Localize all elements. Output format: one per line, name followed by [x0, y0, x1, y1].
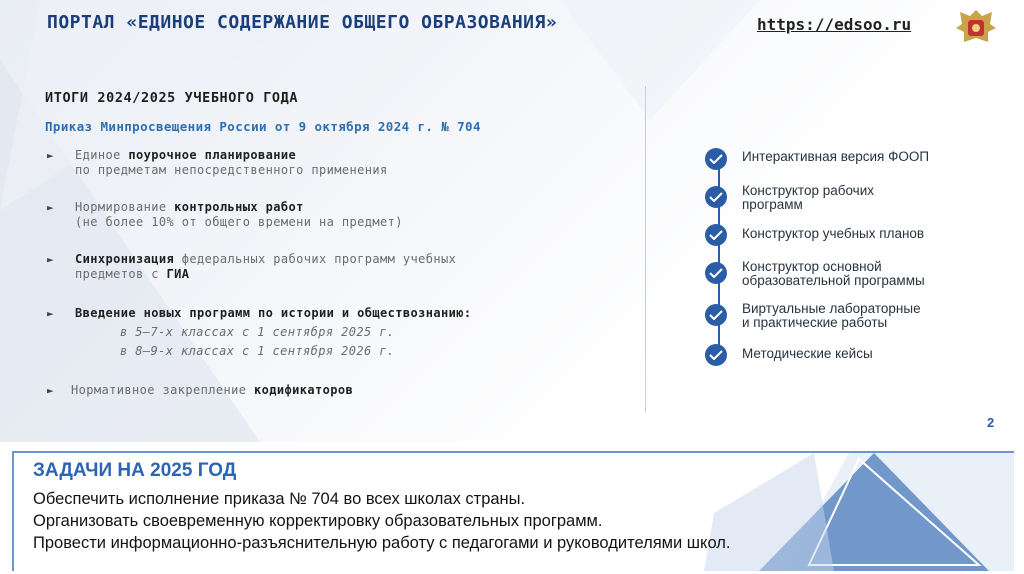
- summary-section: [45, 90, 645, 398]
- bullet-item: ► Нормирование контрольных работ (не более 10% от общего времени на предмет): [47, 200, 403, 229]
- feature-item[interactable]: [705, 224, 1005, 246]
- feature-label: Методические кейсы: [742, 346, 873, 361]
- feature-label: Конструктор учебных планов: [742, 226, 925, 241]
- bullet-arrow-icon: ►: [47, 307, 55, 320]
- feature-label: Виртуальные лабораторные: [742, 301, 921, 316]
- check-icon: [705, 148, 727, 170]
- check-icon: [705, 224, 727, 246]
- check-icon: [705, 344, 727, 366]
- summary-title: ИТОГИ 2024/2025 УЧЕБНОГО ГОДА: [45, 90, 299, 106]
- order-reference: Приказ Минпросвещения России от 9 октября 2024 г. № 704: [45, 119, 481, 134]
- feature-item[interactable]: Конструктор рабочих программ: [705, 184, 1005, 212]
- tasks-panel: [12, 451, 1014, 571]
- feature-label: Конструктор основной: [742, 259, 882, 274]
- feature-item[interactable]: Конструктор основной образовательной программы: [705, 260, 1005, 288]
- feature-item[interactable]: [705, 344, 1005, 366]
- feature-label: Интерактивная версия ФООП: [742, 149, 930, 164]
- portal-title: ПОРТАЛ «ЕДИНОЕ СОДЕРЖАНИЕ ОБЩЕГО ОБРАЗОВАНИЯ»: [47, 12, 558, 33]
- bullet-item: ► Введение новых программ по истории и обществознанию: в 5–7-х классах с 1 сентября 2025 г. в 8–9-х классах с 1 сентября 2026 г.: [47, 306, 472, 358]
- bullet-arrow-icon: ►: [47, 149, 55, 162]
- bullet-arrow-icon: ►: [47, 253, 55, 266]
- page-number: 2: [987, 415, 995, 430]
- task-item: Обеспечить исполнение приказа № 704 во всех школах страны.: [33, 490, 526, 508]
- feature-item[interactable]: Виртуальные лабораторные и практические работы: [705, 302, 1005, 330]
- check-icon: [705, 262, 727, 284]
- bullet-item: ► Нормативное закрепление кодификаторов: [47, 383, 354, 397]
- check-icon: [705, 304, 727, 326]
- portal-url-link[interactable]: https://edsoo.ru: [757, 15, 912, 34]
- feature-label: Конструктор рабочих: [742, 183, 875, 198]
- task-item: Организовать своевременную корректировку образовательных программ.: [33, 512, 603, 530]
- task-item: Провести информационно-разъяснительную работу с педагогами и руководителями школ.: [33, 534, 731, 552]
- tasks-title: ЗАДАЧИ НА 2025 ГОД: [33, 460, 237, 481]
- bullet-item: ► Единое поурочное планирование по предметам непосредственного применения: [47, 148, 388, 177]
- vertical-divider: [645, 86, 646, 412]
- bullet-item: ► Синхронизация федеральных рабочих программ учебных предметов с ГИА: [47, 252, 457, 281]
- bullet-arrow-icon: ►: [47, 384, 55, 397]
- bullet-arrow-icon: ►: [47, 201, 55, 214]
- feature-item[interactable]: [705, 148, 1005, 170]
- ministry-emblem-icon: [954, 6, 998, 48]
- check-icon: [705, 186, 727, 208]
